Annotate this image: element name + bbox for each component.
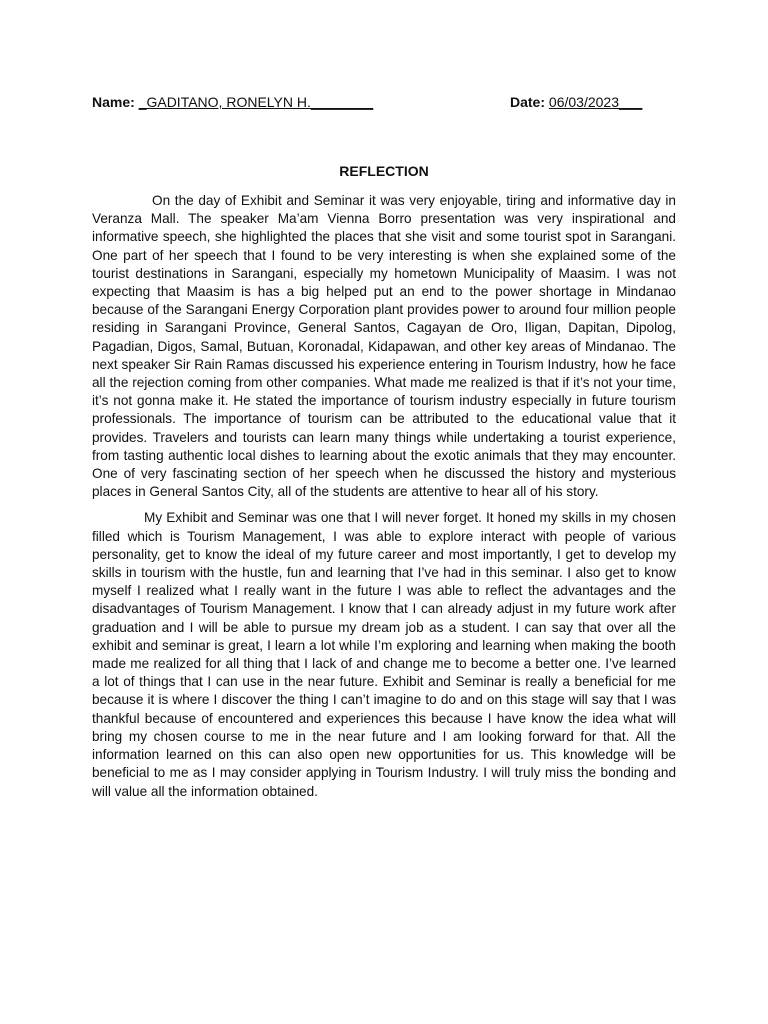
document-title: REFLECTION xyxy=(339,163,429,179)
name-value: _GADITANO, RONELYN H.________ xyxy=(138,94,374,110)
paragraph: On the day of Exhibit and Seminar it was very enjoyable, tiring and informative day in Veranza Mall. The speaker Ma’am Vienna Borro presentation was very inspirational and informative speech, she highlighted the places that she visit and some tourist spot in Sarangani. One part of her speech that I found to be very interesting is when she explained some of the tourist destinations in Sarangani, especially my hometown Municipality of Maasim. I was not expecting that Maasim is has a big helped put an end to the power shortage in Mindanao because of the Sarangani Energy Corporation plant provides power to around four million people residing in Sarangani Province, General Santos, Cagayan de Oro, Iligan, Dapitan, Dipolog, Pagadian, Digos, Samal, Butuan, Koronadal, Kidapawan, and other key areas of Mindanao. The next speaker Sir Rain Ramas discussed his experience entering in Tourism Industry, how he face all the rejection coming from other companies. What made me realized is that if it’s not your time, it’s not gonna make it. He stated the importance of tourism industry especially in future tourism professionals. The importance of tourism can be attributed to the educational value that it provides. Travelers and tourists can learn many things while undertaking a tourist experience, from tasting authentic local dishes to learning about the exotic animals that they may encounter. One of very fascinating section of her speech when he discussed the history and mysterious places in General Santos City, all of the students are attentive to hear all of his story. xyxy=(92,193,676,500)
document-body xyxy=(92,192,676,809)
header-row xyxy=(92,93,682,113)
name-field xyxy=(92,93,373,111)
paragraph: My Exhibit and Seminar was one that I will never forget. It honed my skills in my chosen filled which is Tourism Management, I was able to explore interact with people of various personality, get to know the ideal of my future career and most importantly, I get to develop my skills in tourism with the hustle, fun and learning that I’ve had in this seminar. I also get to know myself I realized what I really want in the future I was able to reflect the advantages and the disadvantages of Tourism Management. I know that I can already adjust in my future work after graduation and I will be able to pursue my dream job as a student. I can say that over all the exhibit and seminar is great, I learn a lot while I’m exploring and learning when making the booth made me realized for all thing that I lack of and change me to become a better one. I’ve learned a lot of things that I can use in the near future. Exhibit and Seminar is really a beneficial for me because it is where I discover the thing I can’t imagine to do and on this stage will say that I was thankful because of encountered and experiences this because I have know the idea what will bring my chosen course to me in the near future and I am looking forward for that. All the information learned on this can also open new opportunities for us. This knowledge will be beneficial to me as I may consider applying in Tourism Industry. I will truly miss the bonding and will value all the information obtained. xyxy=(92,510,676,799)
name-label: Name: xyxy=(92,94,135,110)
date-field xyxy=(510,93,642,111)
date-value: 06/03/2023___ xyxy=(548,94,643,110)
date-label: Date: xyxy=(510,94,546,110)
